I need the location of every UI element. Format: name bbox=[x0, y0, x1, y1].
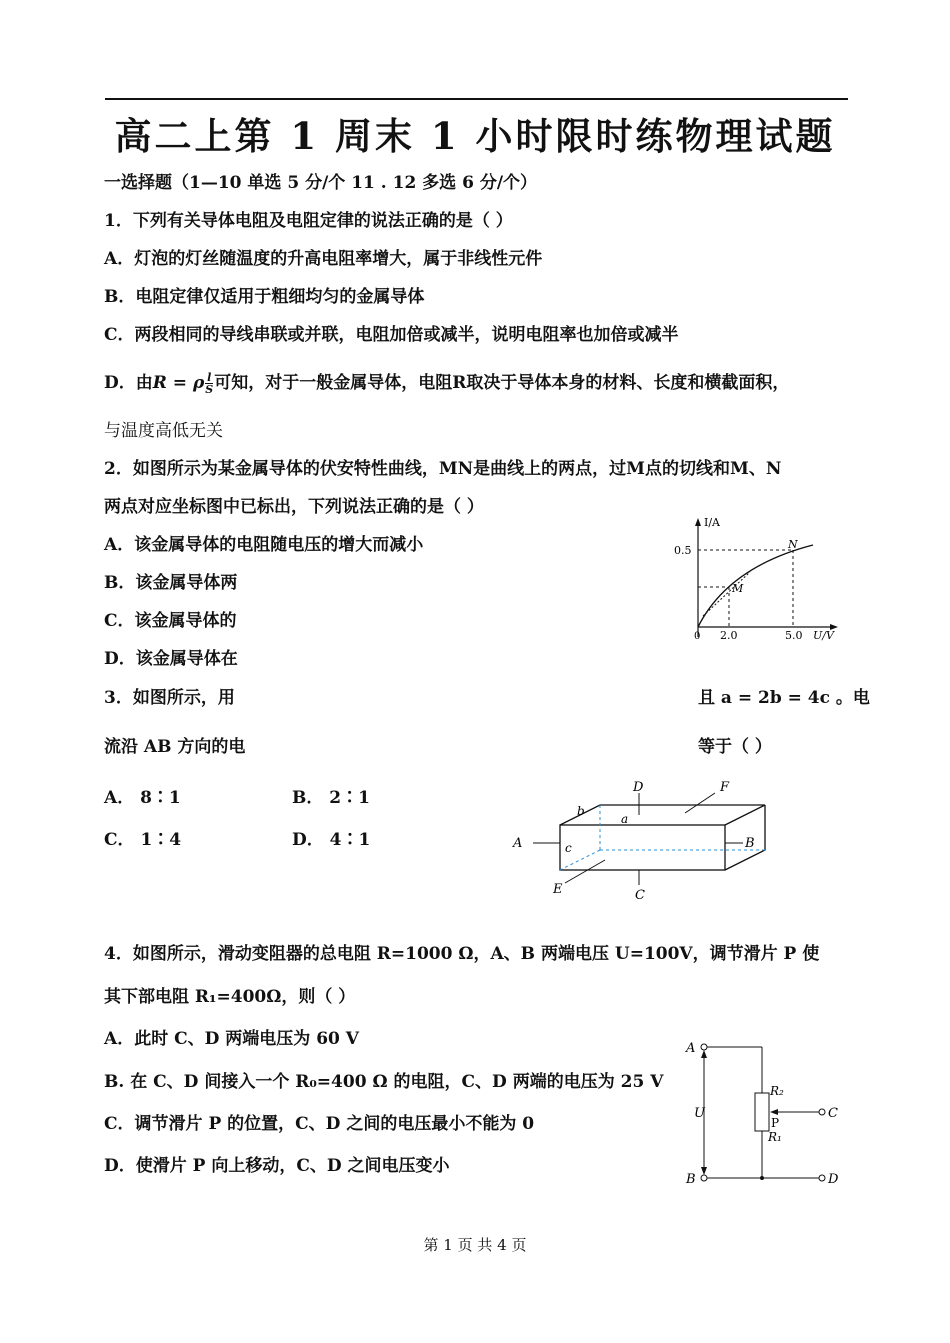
q1-d-frac-num: l bbox=[207, 371, 212, 384]
iv-curve-figure bbox=[668, 512, 848, 647]
x-tick-1: 2.0 bbox=[720, 629, 738, 642]
y-axis-arrow bbox=[695, 518, 701, 526]
voltage-arrow-up bbox=[701, 1050, 707, 1058]
y-axis-label: I/A bbox=[704, 516, 720, 529]
q4-stem-1: 4．如图所示，滑动变阻器的总电阻 R=1000 Ω，A、B 两端电压 U=100V，调节滑片 P 使 bbox=[104, 944, 820, 964]
dim-a: a bbox=[621, 812, 629, 826]
block-top-face bbox=[560, 805, 765, 825]
x-axis-label: U/V bbox=[813, 629, 834, 642]
q2-option-b: B．该金属导体两 bbox=[104, 573, 238, 593]
q1-d-frac-den: S bbox=[205, 383, 214, 396]
label-r1: R₁ bbox=[768, 1130, 782, 1144]
q1-option-d-cont: 与温度高低无关 bbox=[104, 421, 223, 441]
q4-option-d: D．使滑片 P 向上移动，C、D 之间电压变小 bbox=[104, 1156, 450, 1176]
q3-option-c: C． 1∶4 bbox=[104, 830, 182, 850]
label-r2: R₂ bbox=[770, 1084, 784, 1098]
dim-c: c bbox=[565, 841, 572, 855]
q1-option-c: C．两段相同的导线串联或并联，电阻加倍或减半，说明电阻率也加倍或减半 bbox=[104, 325, 679, 345]
q1-option-d bbox=[104, 368, 789, 395]
terminal-d bbox=[819, 1175, 825, 1181]
q3-option-a: A． 8∶1 bbox=[104, 788, 181, 808]
q3-stem2-right: 等于（ ） bbox=[698, 737, 772, 757]
label-e: E bbox=[553, 882, 563, 897]
q1-option-a: A．灯泡的灯丝随温度的升高电阻率增大，属于非线性元件 bbox=[104, 249, 543, 269]
q3-stem2-left: 流沿 AB 方向的电 bbox=[104, 737, 246, 757]
terminal-b bbox=[701, 1175, 707, 1181]
block-front-face bbox=[560, 825, 725, 870]
page-title: 高二上第 1 周末 1 小时限时练物理试题 bbox=[114, 114, 836, 158]
lead-f bbox=[685, 793, 715, 813]
q4-option-b: B. 在 C、D 间接入一个 R₀=400 Ω 的电阻，C、D 两端的电压为 25 V bbox=[104, 1072, 664, 1092]
label-a: A bbox=[686, 1041, 696, 1056]
terminal-a bbox=[701, 1044, 707, 1050]
q3-stem-left: 3．如图所示，用 bbox=[104, 688, 235, 708]
q1-d-fraction bbox=[205, 372, 213, 395]
label-d: D bbox=[828, 1172, 839, 1187]
point-m-label: M bbox=[732, 582, 744, 595]
label-a: A bbox=[513, 836, 523, 851]
origin-label: 0 bbox=[694, 631, 701, 642]
header-rule bbox=[105, 98, 848, 100]
q1-d-formula: R = ρ bbox=[152, 373, 205, 393]
x-tick-2: 5.0 bbox=[785, 629, 803, 642]
y-tick-label: 0.5 bbox=[674, 544, 692, 557]
q4-option-c: C．调节滑片 P 的位置，C、D 之间的电压最小不能为 0 bbox=[104, 1114, 535, 1134]
q1-stem: 1．下列有关导体电阻及电阻定律的说法正确的是（ ） bbox=[104, 211, 513, 231]
block-figure bbox=[505, 775, 775, 905]
section-heading: 一选择题（1—10 单选 5 分/个 11 . 12 多选 6 分/个） bbox=[104, 173, 538, 193]
q3-option-d: D． 4∶1 bbox=[292, 830, 371, 850]
q2-stem-1: 2．如图所示为某金属导体的伏安特性曲线，MN是曲线上的两点，过M点的切线和M、N bbox=[104, 459, 782, 479]
label-b: B bbox=[745, 836, 755, 851]
label-b: B bbox=[686, 1172, 696, 1187]
label-u: U bbox=[694, 1106, 705, 1121]
label-p: P bbox=[771, 1116, 780, 1130]
label-f: F bbox=[720, 780, 730, 795]
rheostat bbox=[755, 1093, 769, 1131]
terminal-c bbox=[819, 1109, 825, 1115]
q2-option-a: A．该金属导体的电阻随电压的增大而减小 bbox=[104, 535, 424, 555]
q4-stem-2: 其下部电阻 R₁=400Ω，则（ ） bbox=[104, 987, 356, 1007]
label-d: D bbox=[633, 780, 644, 795]
q4-option-a: A．此时 C、D 两端电压为 60 V bbox=[104, 1029, 359, 1049]
junction-dot bbox=[760, 1176, 764, 1180]
page-footer: 第 1 页 共 4 页 bbox=[423, 1236, 527, 1254]
q3-option-b: B． 2∶1 bbox=[292, 788, 370, 808]
q2-option-c: C．该金属导体的 bbox=[104, 611, 237, 631]
slider-arrow bbox=[770, 1109, 778, 1115]
q1-d-prefix: D．由 bbox=[104, 373, 153, 393]
q3-stem-right: 且 a = 2b = 4c 。电 bbox=[698, 688, 870, 708]
rheostat-circuit-figure bbox=[672, 1035, 847, 1193]
label-c: C bbox=[635, 888, 645, 903]
q2-option-d: D．该金属导体在 bbox=[104, 649, 238, 669]
voltage-arrow-down bbox=[701, 1167, 707, 1175]
q1-d-rest: 可知，对于一般金属导体，电阻R取决于导体本身的材料、长度和横截面积， bbox=[214, 373, 790, 393]
q1-option-b: B．电阻定律仅适用于粗细均匀的金属导体 bbox=[104, 287, 425, 307]
q2-stem-2: 两点对应坐标图中已标出，下列说法正确的是（ ） bbox=[104, 497, 484, 517]
label-c: C bbox=[828, 1106, 838, 1121]
dim-b: b bbox=[577, 804, 585, 818]
lead-e bbox=[565, 860, 605, 883]
point-n-label: N bbox=[788, 538, 798, 551]
iv-curve bbox=[698, 545, 813, 627]
